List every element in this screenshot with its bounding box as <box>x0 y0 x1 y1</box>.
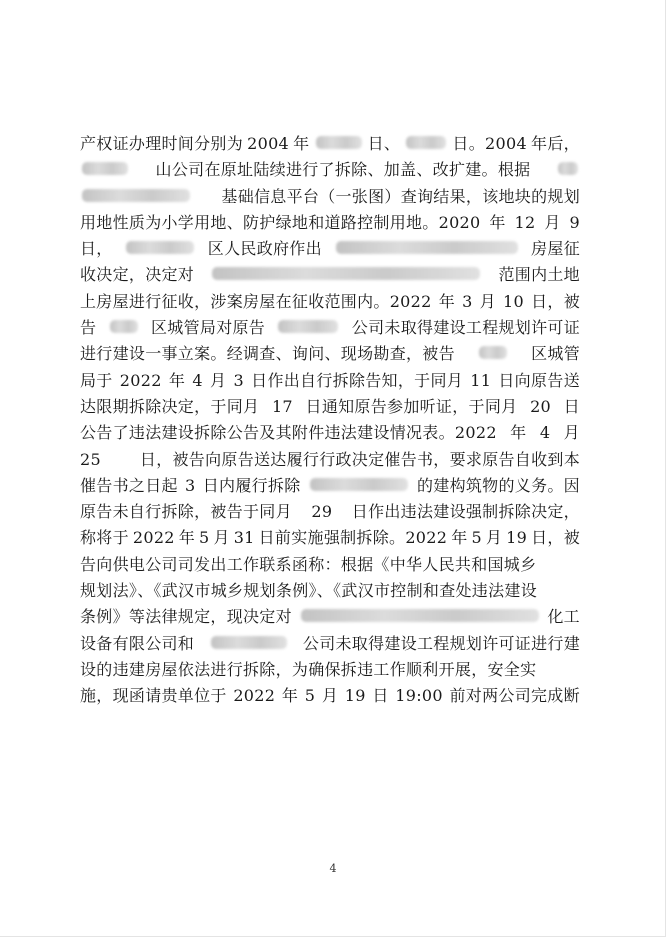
text-line <box>80 184 580 210</box>
text-segment: 5 <box>471 528 482 548</box>
text-line <box>80 552 580 578</box>
text-segment: 局于 <box>80 370 113 390</box>
text-segment: 催告书之日起 <box>80 475 178 495</box>
text-segment: 用地性质为小学用地、防护绿地和道路控制用地。2020 <box>80 212 481 232</box>
text-line <box>80 315 580 341</box>
text-segment: 房屋征 <box>531 239 580 259</box>
text-segment: 年 <box>293 134 310 153</box>
text-segment: 公告了违法建设拆除公告及其附件违法建设情况表。2022 <box>80 423 497 443</box>
text-segment: 区城管 <box>531 344 580 364</box>
text-segment: 年后， <box>531 134 580 153</box>
text-segment: 日。2004 <box>452 134 527 153</box>
text-segment: 17 <box>271 396 293 416</box>
text-line <box>80 499 580 525</box>
text-segment: 日内履行拆除 <box>202 475 301 495</box>
text-segment: 日， <box>80 239 113 259</box>
text-line <box>80 262 580 288</box>
text-segment: 设的违建房屋依法进行拆除，为确保拆违工作顺利开展，安全实 <box>80 659 537 679</box>
text-line <box>80 631 580 657</box>
text-segment: 日，被 <box>531 528 580 548</box>
text-segment: 产权证办理时间分别为 <box>80 134 244 153</box>
redacted-text <box>211 636 287 649</box>
text-segment: 条例》等法律规定，现决定对 <box>80 607 292 627</box>
redacted-text <box>126 241 194 254</box>
text-segment: 年 <box>451 528 468 548</box>
text-segment: 2004 <box>247 134 290 153</box>
text-segment: 化工 <box>547 607 580 627</box>
text-segment: 达限期拆除决定，于同月 <box>80 396 260 416</box>
text-segment: 称将于 <box>80 528 129 548</box>
text-segment: 日作出自行拆除告知，于同月 <box>251 370 464 390</box>
text-line <box>80 525 580 551</box>
redacted-text <box>558 162 578 175</box>
text-segment: 5 <box>199 528 210 548</box>
text-line <box>80 236 580 262</box>
text-line <box>80 657 580 683</box>
text-segment: 2022 <box>132 528 175 548</box>
redacted-text <box>479 346 507 359</box>
text-segment: 20 <box>530 396 552 416</box>
text-segment: 25 <box>80 449 101 469</box>
text-segment: 设备有限公司和 <box>80 633 195 653</box>
text-segment: 日 <box>372 686 389 706</box>
text-line <box>80 289 580 315</box>
redacted-text <box>406 136 446 149</box>
text-segment: 12 <box>514 212 536 232</box>
text-segment: 日前实施强制拆除。2022 <box>258 528 448 548</box>
text-line <box>80 578 580 604</box>
text-segment: 范围内土地 <box>498 265 580 285</box>
text-segment: 日向原告送 <box>498 370 580 390</box>
redacted-text <box>301 609 539 622</box>
text-line <box>80 368 580 394</box>
text-segment: 施，现函请贵单位于 <box>80 686 227 706</box>
redacted-text <box>82 189 190 202</box>
text-segment: 月 <box>321 686 339 706</box>
text-line <box>80 683 580 709</box>
text-segment: 年 <box>510 423 527 443</box>
text-segment: 区城管局对原告 <box>151 318 266 338</box>
redacted-text <box>310 478 408 491</box>
text-segment: 的建构筑物的义务。因 <box>416 475 580 495</box>
text-line <box>80 341 580 367</box>
text-segment: 收决定，决定对 <box>80 265 195 285</box>
text-segment: 公司未取得建设工程规划许可证进行建 <box>302 633 580 653</box>
text-line <box>80 157 580 183</box>
text-segment: 月 <box>485 528 503 548</box>
text-line <box>80 447 580 473</box>
text-segment: 年 <box>178 528 196 548</box>
text-segment: 山公司在原址陆续进行了拆除、加盖、改扩建。根据 <box>155 160 531 180</box>
text-segment: 月 <box>544 212 561 232</box>
text-segment: 原告未自行拆除，被告于同月 <box>80 502 292 522</box>
text-segment: 日，被 <box>531 291 580 311</box>
redacted-text <box>316 136 362 149</box>
text-segment: 2022 <box>233 686 276 706</box>
text-segment: 4 <box>192 370 203 390</box>
text-line <box>80 394 580 420</box>
text-line <box>80 420 580 446</box>
text-segment: 19 <box>506 528 528 548</box>
text-segment: 区人民政府作出 <box>207 239 322 259</box>
text-segment: 日、 <box>367 134 401 153</box>
text-segment: 上房屋进行征收，涉案房屋在征收范围内。2022 <box>80 291 432 311</box>
text-segment: 进行建设一事立案。经调查、询问、现场勘查，被告 <box>80 344 455 364</box>
text-segment: 11 <box>470 370 492 390</box>
text-segment: 前对两公司完成断 <box>449 686 580 706</box>
text-line <box>80 131 580 157</box>
text-segment: 规划法》、《武汉市城乡规划条例》、《武汉市控制和查处违法建设 <box>80 581 538 601</box>
text-line <box>80 473 580 499</box>
text-segment: 月 <box>563 423 580 443</box>
text-segment: 月 <box>210 370 227 390</box>
text-segment: 9 <box>569 212 580 232</box>
text-segment: 月 <box>213 528 230 548</box>
text-segment: 10 <box>503 291 525 311</box>
redacted-text <box>82 162 128 175</box>
text-line <box>80 210 580 236</box>
text-segment: 日通知原告参加听证，于同月 <box>305 396 518 416</box>
body-text <box>80 131 580 710</box>
text-segment: 年 <box>489 212 506 232</box>
text-segment: 月 <box>479 291 496 311</box>
text-segment: 4 <box>539 423 551 443</box>
page-number: 4 <box>329 862 337 875</box>
text-segment: 年 <box>438 291 456 311</box>
text-segment: 31 <box>233 528 255 548</box>
text-segment: 告向供电公司司发出工作联系函称：根据《中华人民共和国城乡 <box>80 554 537 574</box>
text-segment: 3 <box>185 475 196 495</box>
text-segment: 3 <box>233 370 244 390</box>
text-segment: 年 <box>281 686 299 706</box>
text-line <box>80 604 580 630</box>
text-segment: 日，被告向原告送达履行行政决定催告书，要求原告自收到本 <box>139 449 580 469</box>
redacted-text <box>278 320 338 333</box>
text-segment: 日 <box>563 396 580 416</box>
redacted-text <box>110 320 138 333</box>
text-segment: 年 <box>168 370 186 390</box>
text-segment: 3 <box>462 291 473 311</box>
text-segment: 5 <box>304 686 316 706</box>
text-segment: 公司未取得建设工程规划许可证 <box>351 318 580 338</box>
text-segment: 19:00 <box>395 686 443 706</box>
text-segment: 19 <box>344 686 366 706</box>
redacted-text <box>336 241 518 254</box>
text-segment: 基础信息平台（一张图）查询结果，该地块的规划 <box>221 186 580 206</box>
text-segment: 告 <box>80 318 97 338</box>
text-segment: 29 <box>311 502 333 522</box>
redacted-text <box>212 267 480 280</box>
text-segment: 日作出违法建设强制拆除决定， <box>351 502 580 522</box>
text-segment: 2022 <box>119 370 162 390</box>
